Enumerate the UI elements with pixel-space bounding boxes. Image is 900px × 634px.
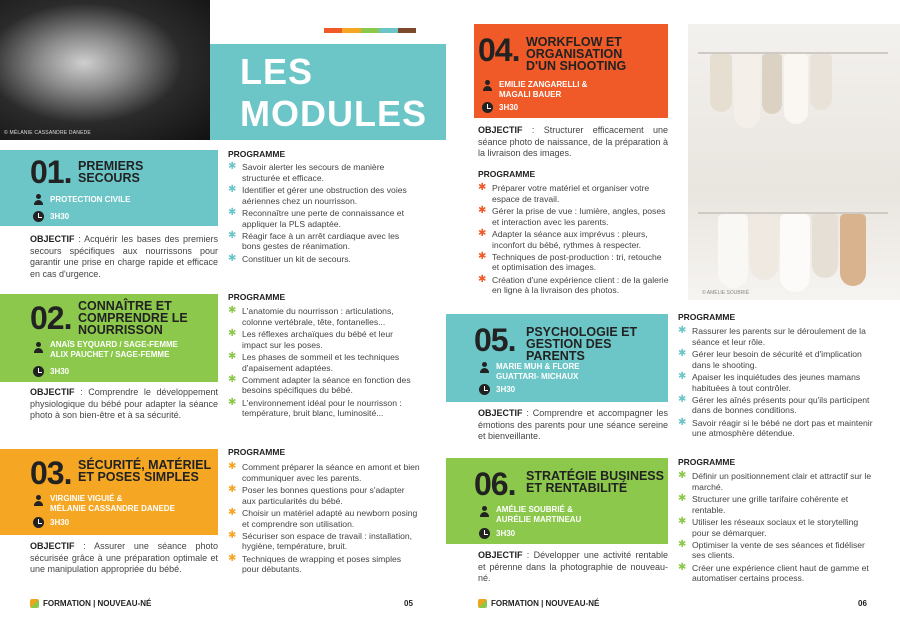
list-item: ✱ Optimiser la vente de ses séances et fidéliser ses clients. — [678, 538, 865, 561]
module-02-program — [228, 306, 420, 420]
module-duration: 3H30 — [496, 529, 516, 538]
module-title: WORKFLOW ET ORGANISATION D'UN SHOOTING — [526, 35, 627, 73]
module-03-program — [228, 462, 420, 576]
module-04-program-label: PROGRAMME — [478, 169, 536, 179]
clock-icon — [482, 102, 493, 113]
module-number: 04. — [478, 32, 520, 68]
module-02-program-label: PROGRAMME — [228, 292, 286, 302]
footer-brand-left: FORMATION | NOUVEAU-NÉ — [30, 599, 151, 608]
module-04-objective: OBJECTIF : Structurer efficacement une séance photo de naissance, de la préparation à la livraison des images. — [478, 125, 668, 158]
list-item: ✱ Gérer les aînés présents pour qu'ils participent dans de bonnes conditions. — [678, 393, 870, 416]
clock-icon — [33, 517, 44, 528]
list-item: ✱ Poser les bonnes questions pour s'adapter aux particularités du bébé. — [228, 483, 405, 506]
color-stripes — [324, 28, 416, 33]
module-duration: 3H30 — [50, 212, 70, 221]
list-item: ✱ Identifier et gérer une obstruction des voies aériennes chez un nourrisson. — [228, 183, 407, 206]
module-duration: 3H30 — [50, 518, 70, 527]
list-item: ✱ Reconnaître une perte de connaissance et appliquer la PLS adaptée. — [228, 206, 404, 229]
brand-logo-icon — [478, 599, 487, 608]
module-speaker: AMÉLIE SOUBRIÉ & AURÉLIE MARTINEAU — [496, 505, 582, 524]
list-item: ✱ Créer une expérience client haut de gamme et automatiser certains process. — [678, 561, 869, 584]
list-item: ✱ Définir un positionnement clair et attractif sur le marché. — [678, 470, 872, 492]
speaker-icon — [479, 506, 490, 517]
module-05-program — [678, 326, 874, 440]
module-duration: 3H30 — [499, 103, 519, 112]
photo-credit-left: © MÉLANIE CASSANDRE DANEDE — [4, 130, 91, 136]
speaker-icon — [482, 80, 493, 91]
page-title-line2: MODULES — [240, 93, 427, 134]
page-title-box — [210, 44, 446, 140]
module-05-objective: OBJECTIF : Comprendre et accompagner les émotions des parents pour une séance sereine et bienveillante. — [478, 408, 668, 441]
module-speaker: VIRGINIE VIGUIÉ & MÉLANIE CASSANDRE DANEDE — [50, 494, 175, 513]
module-01-header — [0, 150, 218, 226]
list-item: ✱ Sécuriser son espace de travail : installation, hygiène, température, bruit. — [228, 529, 413, 552]
module-01-objective: OBJECTIF : Acquérir les bases des premiers secours spécifiques aux nourrissons pour garantir une prise en charge rapide et efficace en cas d'urgence. — [30, 234, 218, 279]
clothing-rack-photo — [688, 24, 900, 300]
list-item: ✱ L'environnement idéal pour le nourrisson : température, bruit blanc, luminosité... — [228, 396, 402, 419]
list-item: ✱ Structurer une grille tarifaire cohérente et rentable. — [678, 492, 849, 515]
list-item: ✱ Constituer un kit de secours. — [228, 252, 351, 264]
module-number: 06. — [474, 466, 516, 502]
clock-icon — [479, 528, 490, 539]
module-number: 02. — [30, 300, 72, 336]
list-item: ✱ Création d'une expérience client : de la galerie en ligne à la livraison des photos. — [478, 273, 669, 296]
module-speaker: MARIE MUH & FLORE GUATTARI- MICHAUX — [496, 362, 580, 381]
speaker-icon — [33, 194, 44, 205]
module-title: STRATÉGIE BUSINESS ET RENTABILITÉ — [526, 469, 664, 495]
list-item: ✱ Gérer leur besoin de sécurité et d'implication dans le shooting. — [678, 347, 862, 370]
module-04-program — [478, 183, 670, 297]
speaker-icon — [33, 495, 44, 506]
clock-icon — [33, 366, 44, 377]
brand-logo-icon — [30, 599, 39, 608]
photo-credit-right: © AMÉLIE SOUBRIÉ — [702, 290, 750, 296]
footer-brand-right: FORMATION | NOUVEAU-NÉ — [478, 599, 599, 608]
page-title-line1: LES — [240, 51, 314, 92]
list-item: ✱ Comment adapter la séance en fonction des besoins spécifiques du bébé. — [228, 373, 411, 396]
list-item: ✱ Techniques de post-production : tri, retouche et optimisation des images. — [478, 250, 662, 273]
list-item: ✱ Comment préparer la séance en amont et bien communiquer avec les parents. — [228, 461, 420, 483]
module-05-program-label: PROGRAMME — [678, 312, 736, 322]
list-item: ✱ Apaiser les inquiétudes des jeunes mamans habituées à tout contrôler. — [678, 370, 861, 393]
list-item: ✱ Réagir face à un arrêt cardiaque avec les bons gestes de réanimation. — [228, 229, 400, 252]
list-item: ✱ Les réflexes archaïques du bébé et leur impact sur les poses. — [228, 327, 393, 350]
module-06-objective: OBJECTIF : Développer une activité rentable et pérenne dans la photographie de nouveau-né. — [478, 550, 668, 583]
clock-icon — [33, 211, 44, 222]
list-item: ✱ Savoir alerter les secours de manière structurée et efficace. — [228, 161, 385, 183]
page-number-right: 06 — [858, 599, 867, 608]
module-title: PREMIERS SECOURS — [78, 159, 144, 185]
module-number: 05. — [474, 322, 516, 358]
module-title: CONNAÎTRE ET COMPRENDRE LE NOURRISSON — [78, 299, 188, 337]
module-06-header — [446, 458, 668, 544]
speaker-icon — [33, 342, 44, 353]
list-item: ✱ L'anatomie du nourrisson : articulations, colonne vertébrale, tête, fontanelles... — [228, 305, 394, 327]
speaker-icon — [479, 362, 490, 373]
module-title: PSYCHOLOGIE ET GESTION DES PARENTS — [526, 325, 638, 363]
module-03-header — [0, 449, 218, 535]
newborn-photo — [0, 0, 210, 140]
module-number: 03. — [30, 455, 72, 491]
module-01-program-label: PROGRAMME — [228, 149, 286, 159]
list-item: ✱ Rassurer les parents sur le déroulement de la séance et leur rôle. — [678, 325, 866, 347]
module-05-header — [446, 314, 668, 402]
module-03-objective: OBJECTIF : Assurer une séance photo sécurisée grâce à une préparation optimale et une manipulation appropriée du bébé. — [30, 541, 218, 574]
module-02-header — [0, 294, 218, 382]
list-item: ✱ Adapter la séance aux imprévus : pleurs, inconfort du bébé, rythmes à respecter. — [478, 227, 648, 250]
module-duration: 3H30 — [50, 367, 70, 376]
module-03-program-label: PROGRAMME — [228, 447, 286, 457]
list-item: ✱ Savoir réagir si le bébé ne dort pas et maintenir une atmosphère détendue. — [678, 416, 873, 439]
page-number-left: 05 — [404, 599, 413, 608]
module-number: 01. — [30, 154, 72, 190]
module-duration: 3H30 — [496, 385, 516, 394]
clock-icon — [479, 384, 490, 395]
list-item: ✱ Gérer la prise de vue : lumière, angles, poses et interaction avec les parents. — [478, 204, 666, 227]
module-06-program — [678, 471, 874, 585]
list-item: ✱ Utiliser les réseaux sociaux et le storytelling pour se démarquer. — [678, 515, 859, 538]
list-item: ✱ Techniques de wrapping et poses simples pour débutants. — [228, 552, 402, 575]
list-item: ✱ Préparer votre matériel et organiser votre espace de travail. — [478, 182, 650, 204]
module-04-header — [474, 24, 668, 118]
list-item: ✱ Les phases de sommeil et les techniques d'apaisement adaptées. — [228, 350, 400, 373]
list-item: ✱ Choisir un matériel adapté au newborn posing et comprendre son utilisation. — [228, 506, 418, 529]
module-02-objective: OBJECTIF : Comprendre le développement physiologique du bébé pour adapter la séance photo à son bien-être et à sa sécurité. — [30, 387, 218, 420]
module-speaker: ANAÏS EYQUARD / SAGE-FEMME ALIX PAUCHET / SAGE-FEMME — [50, 340, 179, 359]
module-01-program — [228, 162, 420, 266]
module-speaker: PROTECTION CIVILE — [50, 195, 131, 204]
module-06-program-label: PROGRAMME — [678, 457, 736, 467]
module-speaker: EMILIE ZANGARELLI & MAGALI BAUER — [499, 80, 588, 99]
module-title: SÉCURITÉ, MATÉRIEL ET POSES SIMPLES — [78, 458, 212, 484]
